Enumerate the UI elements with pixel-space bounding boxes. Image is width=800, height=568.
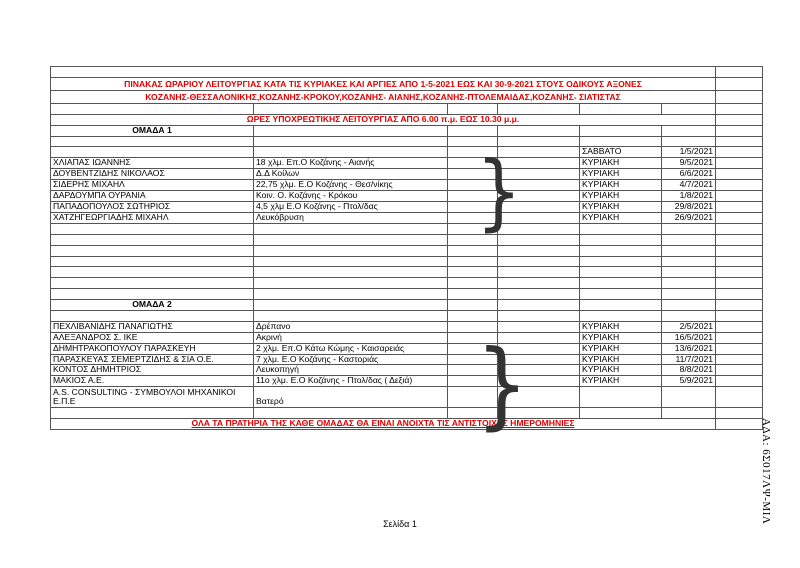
empty-cell	[716, 343, 763, 354]
empty-cell	[254, 289, 448, 300]
empty-cell	[254, 245, 448, 256]
note-row	[51, 419, 763, 430]
day-name: ΚΥΡΙΑΚΗ	[580, 180, 662, 191]
station-name: ΠΕΧΛΙΒΑΝΙΔΗΣ ΠΑΝΑΓΙΩΤΗΣ	[51, 321, 254, 332]
empty-cell	[580, 310, 662, 321]
empty-cell	[448, 256, 498, 267]
empty-cell	[580, 300, 662, 311]
date-value: 29/8/2021	[662, 202, 716, 213]
empty-cell	[51, 245, 254, 256]
station-name: ΠΑΠΑΔΟΠΟΥΛΟΣ ΣΩΤΗΡΙΟΣ	[51, 202, 254, 213]
station-location	[254, 147, 448, 158]
empty-cell	[254, 223, 448, 234]
empty-cell	[51, 267, 254, 278]
empty-cell	[716, 158, 763, 169]
empty-row	[51, 408, 763, 419]
empty-row	[51, 289, 763, 300]
empty-cell	[448, 300, 498, 311]
empty-cell	[716, 180, 763, 191]
empty-cell	[51, 310, 254, 321]
station-location: 22,75 χλμ. Ε.Ο Κοζάνης - Θεσ/νίκης	[254, 180, 448, 191]
empty-cell	[254, 278, 448, 289]
station-location: 7 χλμ. Ε.Ο Κοζάνης - Καστοριάς	[254, 354, 448, 365]
station-location: 2 χλμ. Επ.Ο Κάτω Κώμης - Καισαρειάς	[254, 343, 448, 354]
empty-row	[51, 256, 763, 267]
day-name: ΚΥΡΙΑΚΗ	[580, 365, 662, 376]
empty-cell	[580, 245, 662, 256]
empty-cell	[254, 256, 448, 267]
date-value: 8/8/2021	[662, 365, 716, 376]
day-name: ΚΥΡΙΑΚΗ	[580, 158, 662, 169]
page-footer: Σελίδα 1	[383, 519, 417, 529]
group-2-header-row	[51, 300, 763, 311]
empty-cell	[662, 310, 716, 321]
empty-cell	[498, 289, 580, 300]
station-location: Ακρινή	[254, 332, 448, 343]
day-name: ΚΥΡΙΑΚΗ	[580, 212, 662, 223]
empty-cell	[716, 256, 763, 267]
station-location: Κοιν. Ο. Κοζάνης - Κρόκου	[254, 191, 448, 202]
empty-cell	[716, 223, 763, 234]
empty-cell	[51, 256, 254, 267]
station-name: ΔΗΜΗΤΡΑΚΟΠΟΥΛΟΥ ΠΑΡΑΣΚΕΥΗ	[51, 343, 254, 354]
empty-cell	[716, 376, 763, 387]
empty-cell	[580, 223, 662, 234]
empty-cell	[716, 169, 763, 180]
day-name: ΣΑΒΒΑΤΟ	[580, 147, 662, 158]
table-row	[51, 376, 763, 387]
date-value: 11/7/2021	[662, 354, 716, 365]
empty-cell	[716, 245, 763, 256]
empty-cell	[662, 234, 716, 245]
station-location: Δ.Δ Κοίλων	[254, 169, 448, 180]
table-row	[51, 212, 763, 223]
empty-row	[51, 234, 763, 245]
station-name	[51, 147, 254, 158]
empty-cell	[716, 387, 763, 408]
station-name: ΣΙΔΕΡΗΣ ΜΙΧΑΗΛ	[51, 180, 254, 191]
station-location: 18 χλμ. Επ.Ο Κοζάνης - Αιανής	[254, 158, 448, 169]
station-name: A.S. CONSULTING - ΣΥΜΒΟΥΛΟΙ ΜΗΧΑΝΙΚΟΙ Ε.Π.Ε	[51, 387, 254, 408]
table-row	[51, 343, 763, 354]
empty-cell	[254, 310, 448, 321]
empty-cell	[716, 321, 763, 332]
empty-cell	[662, 278, 716, 289]
date-value: 26/9/2021	[662, 212, 716, 223]
station-location: 11ο χλμ. Ε.Ο Κοζάνης - Πτολ/δας ( Δεξιά)	[254, 376, 448, 387]
empty-cell	[51, 289, 254, 300]
empty-cell	[51, 223, 254, 234]
empty-cell	[716, 365, 763, 376]
empty-cell	[498, 256, 580, 267]
day-name: ΚΥΡΙΑΚΗ	[580, 169, 662, 180]
empty-cell	[580, 267, 662, 278]
day-name: ΚΥΡΙΑΚΗ	[580, 343, 662, 354]
empty-cell	[448, 267, 498, 278]
date-value: 4/7/2021	[662, 180, 716, 191]
empty-cell	[448, 278, 498, 289]
station-name: ΧΑΤΖΗΓΕΩΡΓΙΑΔΗΣ ΜΙΧΑΗΛ	[51, 212, 254, 223]
empty-cell	[716, 278, 763, 289]
station-location: 4,5 χλμ Ε.Ο Κοζάνης - Πτολ/δας	[254, 202, 448, 213]
date-value: 1/5/2021	[662, 147, 716, 158]
empty-cell	[448, 289, 498, 300]
table-row	[51, 191, 763, 202]
empty-row	[51, 278, 763, 289]
empty-cell	[662, 289, 716, 300]
station-location: Βατερό	[254, 387, 448, 408]
day-name: ΚΥΡΙΑΚΗ	[580, 191, 662, 202]
group-1-brace-icon: }	[476, 143, 522, 240]
empty-row	[51, 245, 763, 256]
group-2-label: ΟΜΑΔΑ 2	[51, 300, 254, 311]
empty-cell	[716, 191, 763, 202]
date-value: 16/5/2021	[662, 332, 716, 343]
table-row	[51, 158, 763, 169]
table-row	[51, 169, 763, 180]
station-name: ΔΟΥΒΕΝΤΖΙΔΗΣ ΝΙΚΟΛΑΟΣ	[51, 169, 254, 180]
station-name: ΑΛΕΞΑΝΔΡΟΣ Σ. ΙΚΕ	[51, 332, 254, 343]
table-row	[51, 354, 763, 365]
date-value: 1/8/2021	[662, 191, 716, 202]
ada-code: ΑΔΑ: 6Σ017ΛΨ-ΜΙΛ	[760, 418, 772, 525]
empty-cell	[662, 300, 716, 311]
table-row	[51, 365, 763, 376]
empty-cell	[580, 278, 662, 289]
empty-cell	[716, 332, 763, 343]
empty-cell	[254, 300, 448, 311]
empty-cell	[580, 256, 662, 267]
schedule-table	[50, 66, 763, 430]
empty-cell	[580, 234, 662, 245]
empty-row	[51, 267, 763, 278]
day-name: ΚΥΡΙΑΚΗ	[580, 332, 662, 343]
empty-cell	[254, 408, 448, 419]
empty-cell	[498, 245, 580, 256]
empty-cell	[716, 234, 763, 245]
station-name: ΠΑΡΑΣΚΕΥΑΣ ΣΕΜΕΡΤΖΙΔΗΣ & ΣΙΑ Ο.Ε.	[51, 354, 254, 365]
date-value	[662, 387, 716, 408]
empty-cell	[662, 245, 716, 256]
empty-cell	[498, 300, 580, 311]
station-name: ΚΟΝΤΟΣ ΔΗΜΗΤΡΙΟΣ	[51, 365, 254, 376]
day-name	[580, 387, 662, 408]
empty-cell	[51, 234, 254, 245]
empty-cell	[716, 147, 763, 158]
empty-cell	[662, 256, 716, 267]
day-name: ΚΥΡΙΑΚΗ	[580, 321, 662, 332]
empty-cell	[448, 310, 498, 321]
date-value: 6/6/2021	[662, 169, 716, 180]
empty-row	[51, 310, 763, 321]
empty-cell	[716, 300, 763, 311]
station-location: Λευκοπηγή	[254, 365, 448, 376]
empty-cell	[254, 234, 448, 245]
day-name: ΚΥΡΙΑΚΗ	[580, 376, 662, 387]
station-name: ΔΑΡΔΟΥΜΠΑ ΟΥΡΑΝΙΑ	[51, 191, 254, 202]
date-value: 9/5/2021	[662, 158, 716, 169]
title-line-2: ΚΟΖΑΝΗΣ-ΘΕΣΣΑΛΟΝΙΚΗΣ,ΚΟΖΑΝΗΣ-ΚΡΟΚΟΥ,ΚΟΖΑΝΗΣ- ΑΙΑΝΗΣ,ΚΟΖΑΝΗΣ-ΠΤΟΛΕΜΑΙΔΑΣ,ΚΟΖΑΝΗΣ- ΣΙΑΤΙΣΤΑΣ	[51, 90, 716, 103]
station-name: ΜΑΚΙΟΣ Α.Ε.	[51, 376, 254, 387]
empty-cell	[254, 267, 448, 278]
empty-cell	[716, 310, 763, 321]
date-value: 5/9/2021	[662, 376, 716, 387]
empty-cell	[498, 278, 580, 289]
empty-cell	[580, 408, 662, 419]
table-row	[51, 147, 763, 158]
table-row	[51, 387, 763, 408]
empty-cell	[716, 408, 763, 419]
table-row	[51, 332, 763, 343]
empty-cell	[580, 289, 662, 300]
title-line-1: ΠΙΝΑΚΑΣ ΩΡΑΡΙΟΥ ΛΕΙΤΟΥΡΓΙΑΣ ΚΑΤΑ ΤΙΣ ΚΥΡΙΑΚΕΣ ΚΑΙ ΑΡΓΙΕΣ ΑΠΟ 1-5-2021 ΕΩΣ ΚΑΙ 30-9-2021 ΣΤΟΥΣ ΟΔΙΚΟΥΣ ΑΞΟΝΕΣ	[51, 77, 716, 90]
empty-cell	[716, 202, 763, 213]
day-name: ΚΥΡΙΑΚΗ	[580, 354, 662, 365]
empty-cell	[448, 245, 498, 256]
table-row	[51, 180, 763, 191]
empty-cell	[498, 267, 580, 278]
hours-row: ΩΡΕΣ ΥΠΟΧΡΕΩΤΙΚΗΣ ΛΕΙΤΟΥΡΓΙΑΣ ΑΠΟ 6.00 π.μ. ΕΩΣ 10.30 μ.μ.	[51, 114, 716, 125]
empty-cell	[662, 267, 716, 278]
empty-cell	[51, 408, 254, 419]
empty-cell	[716, 419, 763, 430]
empty-cell	[716, 212, 763, 223]
station-location: Δρέπανο	[254, 321, 448, 332]
empty-cell	[662, 408, 716, 419]
empty-cell	[498, 310, 580, 321]
note-text: ΟΛΑ ΤΑ ΠΡΑΤΗΡΙΑ ΤΗΣ ΚΑΘΕ ΟΜΑΔΑΣ ΘΑ ΕΙΝΑΙ ΑΝΟΙΧΤΑ ΤΙΣ ΑΝΤΙΣΤΟΙΧΕΣ ΗΜΕΡΟΜΗΝΙΕΣ	[51, 419, 716, 430]
group-1-label: ΟΜΑΔΑ 1	[51, 125, 254, 136]
empty-cell	[716, 354, 763, 365]
table-row	[51, 321, 763, 332]
station-location: Λευκόβρυση	[254, 212, 448, 223]
day-name: ΚΥΡΙΑΚΗ	[580, 202, 662, 213]
empty-cell	[51, 278, 254, 289]
empty-row	[51, 223, 763, 234]
empty-cell	[662, 223, 716, 234]
empty-cell	[716, 289, 763, 300]
empty-cell	[716, 267, 763, 278]
date-value: 2/5/2021	[662, 321, 716, 332]
group-2-brace-icon: }	[476, 330, 529, 441]
date-value: 13/6/2021	[662, 343, 716, 354]
table-row	[51, 202, 763, 213]
station-name: ΧΛΙΑΠΑΣ ΙΩΑΝΝΗΣ	[51, 158, 254, 169]
